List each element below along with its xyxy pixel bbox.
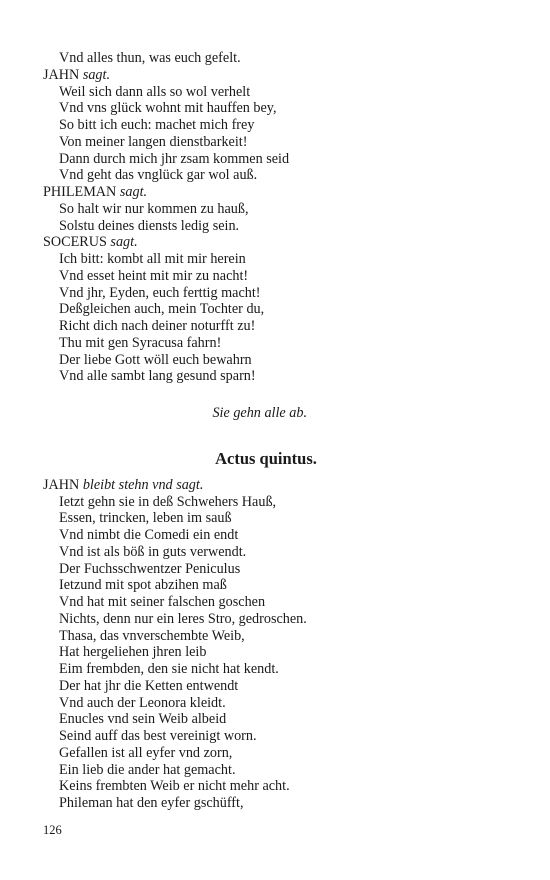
- verse-line: Phileman hat den eyfer gschüfft,: [59, 795, 244, 811]
- verse-line: Vnd hat mit seiner falschen goschen: [59, 594, 266, 610]
- act-lines: [43, 477, 513, 812]
- verse-line: Vnd nimbt die Comedi ein endt: [59, 527, 239, 543]
- verse-line: Vnd geht das vnglück gar wol auß.: [59, 167, 258, 184]
- verse-line: Ich bitt: kombt all mit mir herein: [59, 251, 246, 267]
- page-number: 126: [43, 823, 62, 837]
- verse-line: Seind auff das best vereinigt worn.: [59, 728, 257, 744]
- speaker-line: [43, 184, 513, 201]
- verse-line: Vnd jhr, Eyden, euch ferttig macht!: [59, 284, 261, 301]
- speaker-name: JAHN: [43, 476, 80, 493]
- verse-line: Thasa, das vnverschembte Weib,: [59, 627, 245, 644]
- verse-line: Nichts, denn nur ein leres Stro, gedroschen.: [59, 610, 307, 627]
- speaker-name: SOCERUS: [43, 234, 107, 251]
- speaker-name: PHILEMAN: [43, 184, 117, 200]
- speaker-direction: sagt.: [110, 234, 138, 251]
- verse-line: Hat hergeliehen jhren leib: [59, 644, 207, 661]
- verse-line: Der Fuchsschwentzer Peniculus: [59, 560, 241, 577]
- speaker-direction: bleibt stehn vnd sagt.: [82, 476, 204, 493]
- verse-line: Ietzund mit spot abzihen maß: [59, 577, 227, 594]
- speaker-name: JAHN: [43, 66, 80, 83]
- speaker-direction: sagt.: [82, 66, 111, 83]
- verse-line: Dann durch mich jhr zsam kommen seid: [59, 150, 290, 167]
- verse-line: Keins frembten Weib er nicht mehr acht.: [59, 778, 290, 795]
- verse-line: Der hat jhr die Ketten entwendt: [59, 677, 239, 694]
- verse-line: Vnd ist als böß in guts verwendt.: [59, 543, 247, 560]
- verse-line: Vnd alle sambt lang gesund sparn!: [59, 368, 256, 385]
- verse-line: So bitt ich euch: machet mich frey: [59, 117, 255, 133]
- verse-line: Enucles vnd sein Weib albeid: [59, 711, 227, 728]
- verse-line: Richt dich nach deiner noturfft zu!: [59, 318, 256, 334]
- verse-line: Vnd auch der Leonora kleidt.: [59, 694, 226, 711]
- verse-line: Eim frembden, den sie nicht hat kendt.: [59, 661, 279, 677]
- verse-line: Vnd alles thun, was euch gefelt.: [59, 50, 241, 66]
- verse-line: Deßgleichen auch, mein Tochter du,: [59, 301, 265, 318]
- verse-line: Gefallen ist all eyfer vnd zorn,: [59, 744, 233, 761]
- verse-line: Solstu deines diensts ledig sein.: [59, 217, 240, 234]
- verse-line: Ietzt gehn sie in deß Schwehers Hauß,: [59, 493, 277, 510]
- verse-line: Der liebe Gott wöll euch bewahrn: [59, 351, 252, 368]
- text-block: [43, 50, 513, 812]
- verse-line: Vnd vns glück wohnt mit hauffen bey,: [59, 100, 277, 117]
- verse-line: Essen, trincken, leben im sauß: [59, 510, 232, 527]
- verse-line: Thu mit gen Syracusa fahrn!: [59, 334, 222, 351]
- scene-lines: [43, 50, 513, 385]
- speaker-direction: sagt.: [119, 184, 148, 200]
- act-title: Actus quintus.: [215, 448, 317, 468]
- speaker-line: [43, 67, 513, 84]
- verse-line: So halt wir nur kommen zu hauß,: [59, 200, 249, 217]
- speaker-line: [43, 234, 513, 251]
- stage-direction: Sie gehn alle ab.: [212, 405, 307, 421]
- speaker-line: [43, 477, 513, 494]
- verse-line: Von meiner langen dienstbarkeit!: [59, 133, 248, 150]
- verse-line: Ein lieb die ander hat gemacht.: [59, 761, 236, 778]
- verse-line: Vnd esset heint mit mir zu nacht!: [59, 267, 249, 284]
- verse-line: Weil sich dann alls so wol verhelt: [59, 83, 251, 100]
